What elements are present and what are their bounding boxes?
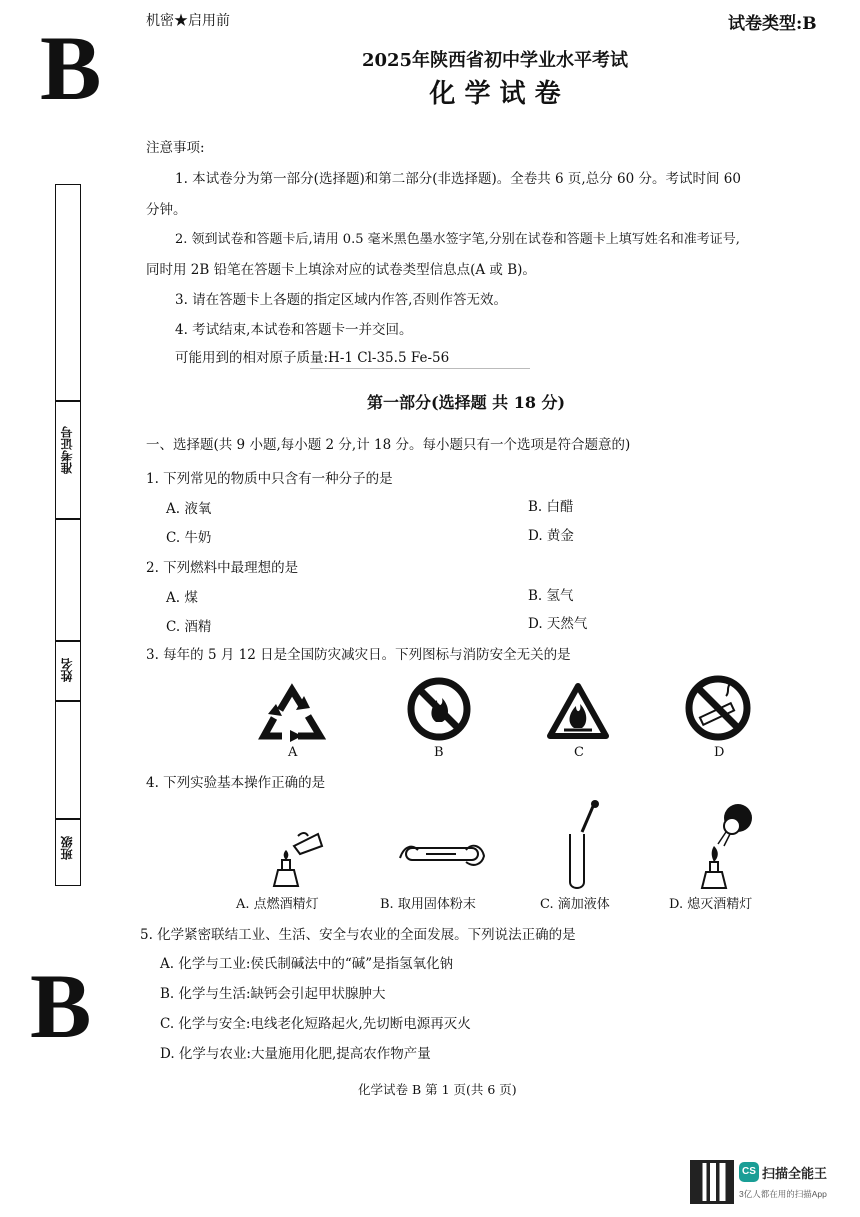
q2-option-b: B. 氢气	[528, 588, 574, 604]
exam-title: 2025年陕西省初中学业水平考试	[361, 50, 629, 71]
paper-type-letter-top: B	[40, 17, 102, 119]
q3-caption-a: A	[288, 745, 298, 760]
note-2-line-1: 2. 领到试卷和答题卡后,请用 0.5 毫米黑色墨水签字笔,分别在试卷和答题卡上填写姓名和准考证号,	[175, 232, 740, 247]
note-4: 4. 考试结束,本试卷和答题卡一并交回。	[175, 322, 413, 338]
recycle-icon	[258, 682, 326, 746]
name-label: 姓名	[60, 658, 74, 682]
part1-title: 第一部分(选择题 共 18 分)	[367, 393, 566, 412]
q1-option-d: D. 黄金	[528, 528, 574, 544]
exam-id-label: 准考证号	[60, 426, 74, 474]
notes-heading: 注意事项:	[146, 140, 205, 156]
atomic-masses: 可能用到的相对原子质量:H-1 Cl-35.5 Fe-56	[175, 350, 450, 366]
q4-stem: 4. 下列实验基本操作正确的是	[146, 775, 326, 791]
powder-tube-illustration	[396, 838, 488, 878]
q1-option-b: B. 白醋	[528, 499, 574, 515]
q3-caption-c: C	[574, 745, 584, 760]
q3-stem: 3. 每年的 5 月 12 日是全国防灾减灾日。下列图标与消防安全无关的是	[146, 647, 571, 663]
dropper-tube-illustration	[560, 800, 600, 894]
scanner-brand: 扫描全能王	[762, 1166, 828, 1181]
no-smoking-icon	[684, 674, 752, 746]
q2-option-d: D. 天然气	[528, 616, 588, 632]
scanner-tagline: 3亿人都在用的扫描App	[739, 1189, 827, 1199]
q5-option-c: C. 化学与安全:电线老化短路起火,先切断电源再灭火	[160, 1016, 471, 1032]
scanner-logo: CS	[739, 1162, 759, 1182]
q1-stem: 1. 下列常见的物质中只含有一种分子的是	[146, 471, 393, 487]
q4-option-c: C. 滴加液体	[540, 897, 610, 912]
q2-stem: 2. 下列燃料中最理想的是	[146, 560, 299, 576]
q3-caption-b: B	[434, 745, 444, 760]
q4-option-b: B. 取用固体粉末	[380, 897, 476, 912]
note-2-line-2: 同时用 2B 铅笔在答题卡上填涂对应的试卷类型信息点(A 或 B)。	[146, 262, 536, 278]
q5-option-b: B. 化学与生活:缺钙会引起甲状腺肿大	[160, 986, 386, 1002]
binding-strip	[55, 184, 81, 886]
class-label: 班级	[60, 836, 74, 860]
q2-option-a: A. 煤	[166, 590, 198, 606]
q4-option-a: A. 点燃酒精灯	[236, 897, 319, 912]
q3-caption-d: D	[714, 745, 725, 760]
qr-code	[690, 1160, 734, 1204]
blowing-lamp-illustration	[692, 800, 762, 896]
paper-type-letter-bottom: B	[30, 955, 92, 1057]
note-1-line-2: 分钟。	[146, 202, 187, 218]
note-3: 3. 请在答题卡上各题的指定区域内作答,否则作答无效。	[175, 292, 507, 308]
flammable-warning-icon	[546, 682, 610, 744]
q5-option-d: D. 化学与农业:大量施用化肥,提高农作物产量	[160, 1046, 431, 1062]
paper-type-label: 试卷类型:B	[728, 14, 817, 34]
q5-stem: 5. 化学紧密联结工业、生活、安全与农业的全面发展。下列说法正确的是	[140, 927, 576, 943]
q1-option-a: A. 液氧	[166, 501, 212, 517]
note-1-line-1: 1. 本试卷分为第一部分(选择题)和第二部分(非选择题)。全卷共 6 页,总分 60 分。考试时间 60	[175, 171, 741, 187]
divider-line	[310, 368, 530, 369]
lighting-lamp-illustration	[268, 828, 328, 894]
page-footer: 化学试卷 B 第 1 页(共 6 页)	[358, 1082, 517, 1097]
q5-option-a: A. 化学与工业:侯氏制碱法中的“碱”是指氢氧化钠	[160, 956, 454, 972]
q2-option-c: C. 酒精	[166, 619, 212, 635]
part1-instructions: 一、选择题(共 9 小题,每小题 2 分,计 18 分。每小题只有一个选项是符合题意的)	[146, 437, 631, 453]
no-open-flame-icon	[406, 676, 472, 746]
q4-option-d: D. 熄灭酒精灯	[669, 897, 753, 912]
exam-subtitle: 化 学 试 卷	[429, 79, 561, 109]
q1-option-c: C. 牛奶	[166, 530, 212, 546]
confidential-mark: 机密★启用前	[146, 13, 230, 29]
